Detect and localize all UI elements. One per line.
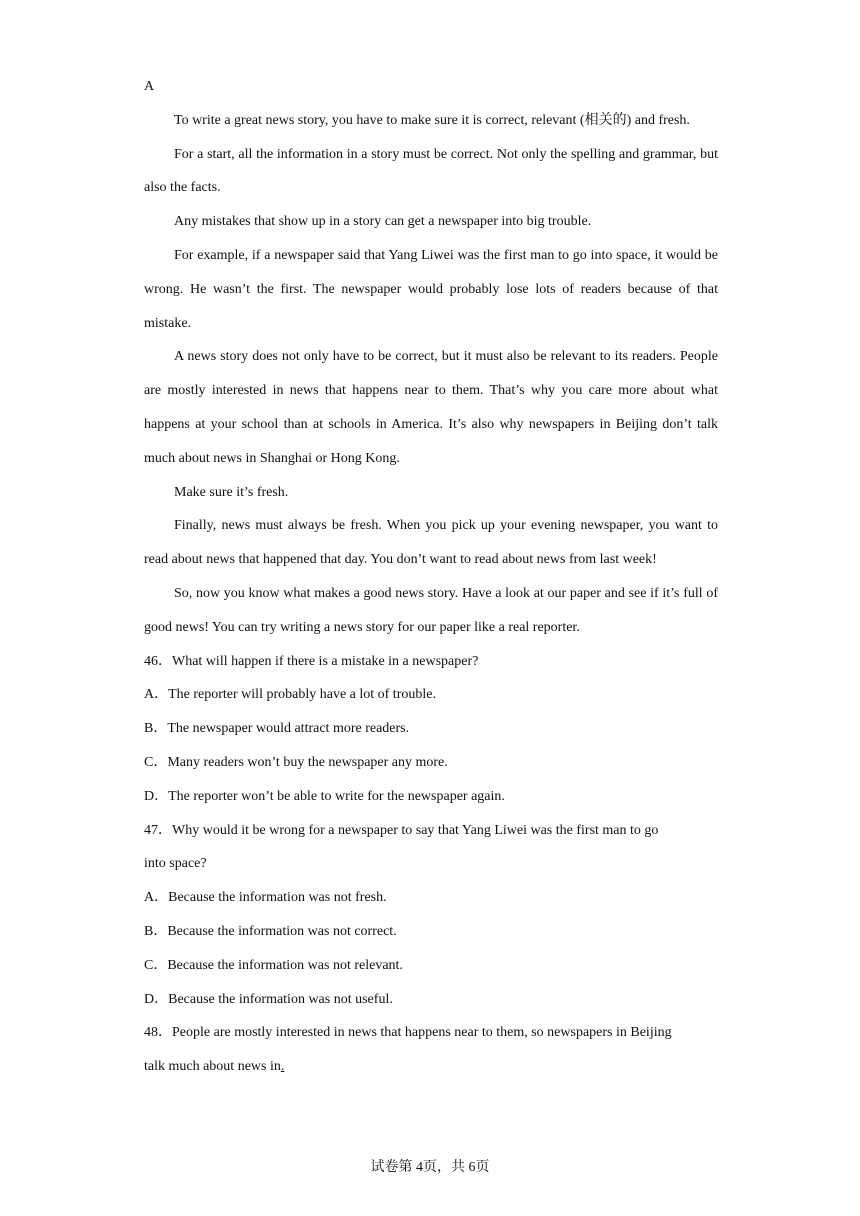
question-46: [144, 645, 718, 814]
question-stem-line-2: [144, 1050, 718, 1084]
option-b: B．The newspaper would attract more readers.: [144, 721, 410, 737]
page-footer: 试卷第 4页，共 6页: [370, 1160, 490, 1175]
passage-paragraph-7: Finally, news must always be fresh. When you pick up your evening newspaper, you want to read about news that happened that day. You don’t want to read about news from last week!: [144, 518, 718, 568]
question-stem: 46．What will happen if there is a mistake in a newspaper?: [144, 653, 479, 669]
option-c: C．Many readers won’t buy the newspaper any more.: [144, 754, 448, 770]
exam-page-content: [144, 70, 718, 1084]
question-stem-text: talk much about news in: [144, 1059, 281, 1075]
option-c: C．Because the information was not relevant.: [144, 957, 403, 973]
section-label: A: [144, 79, 155, 94]
option-a: A．Because the information was not fresh.: [144, 890, 387, 906]
passage-paragraph-3: Any mistakes that show up in a story can get a newspaper into big trouble.: [174, 214, 592, 230]
question-stem-line-1: 47．Why would it be wrong for a newspaper to say that Yang Liwei was the first man to go: [144, 822, 659, 838]
passage-paragraph-1: To write a great news story, you have to make sure it is correct, relevant (相关的) and fresh.: [174, 112, 690, 128]
passage-paragraph-2: For a start, all the information in a story must be correct. Not only the spelling and grammar, but also the facts.: [144, 146, 718, 196]
passage-paragraph-6: Make sure it’s fresh.: [174, 484, 289, 500]
answer-blank: .: [280, 1059, 285, 1075]
question-48: [144, 1016, 718, 1084]
passage-paragraph-5: A news story does not only have to be correct, but it must also be relevant to its readers. People are mostly interested in news that happens near to them. That’s why you care more about what happens at your school than at schools in America. It’s also why newspapers in Beijing don’t talk much about news in Shanghai or Hong Kong.: [144, 349, 718, 466]
reading-passage: [144, 104, 718, 645]
passage-paragraph-8: So, now you know what makes a good news story. Have a look at our paper and see if it’s full of good news! You can try writing a news story for our paper like a real reporter.: [144, 585, 718, 635]
option-d: D．Because the information was not useful.: [144, 991, 393, 1007]
passage-paragraph-4: For example, if a newspaper said that Yang Liwei was the first man to go into space, it would be wrong. He wasn’t the first. The newspaper would probably lose lots of readers because of that mistake.: [144, 247, 718, 331]
question-stem-line-1: 48．People are mostly interested in news that happens near to them, so newspapers in Beijing: [144, 1025, 672, 1041]
option-b: B．Because the information was not correct.: [144, 923, 397, 939]
question-47: [144, 814, 718, 1017]
option-d: D．The reporter won’t be able to write for the newspaper again.: [144, 788, 505, 804]
option-a: A．The reporter will probably have a lot of trouble.: [144, 687, 436, 703]
question-stem-line-2: into space?: [144, 856, 207, 872]
